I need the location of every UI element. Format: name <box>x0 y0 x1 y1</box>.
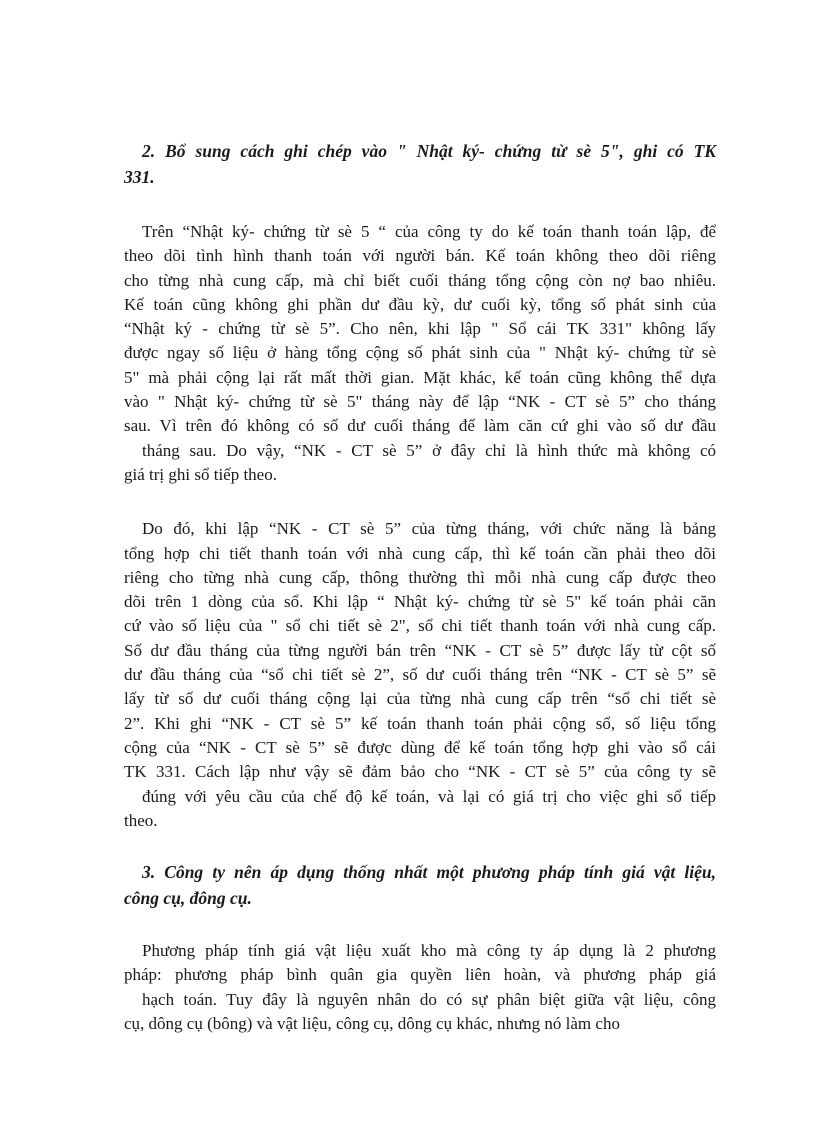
document-body <box>124 138 716 1036</box>
text-line: vào " Nhật ký- chứng từ sè 5" tháng này để lập “NK - CT sè 5” cho tháng <box>124 392 716 412</box>
text-line: tổng hợp chi tiết thanh toán với nhà cung cấp, thì kế toán cần phải theo dõi <box>124 543 716 563</box>
text-line: Do đó, khi lập “NK - CT sè 5” của từng tháng, với chức năng là bảng <box>142 519 716 539</box>
text-line: Kế toán cũng không ghi phần dư đầu kỳ, dư cuối kỳ, tổng số phát sinh của <box>124 294 716 314</box>
text-line: Trên “Nhật ký- chứng từ sè 5 “ của công ty do kế toán thanh toán lập, để <box>142 222 716 241</box>
heading-line: 3. Công ty nên áp dụng thống nhất một phương pháp tính giá vật liệu, <box>142 862 716 883</box>
text-line: hạch toán. Tuy đây là nguyên nhân do có sự phân biệt giữa vật liệu, công <box>142 989 716 1009</box>
text-line: 2”. Khi ghi “NK - CT sè 5” kế toán thanh toán phải cộng sổ, số liệu tổng <box>124 713 716 733</box>
text-line: cứ vào số liệu của " sổ chi tiết sè 2", sổ chi tiết thanh toán với nhà cung cấp. <box>124 616 716 636</box>
heading-line: 2. Bổ sung cách ghi chép vào " Nhật ký- chứng từ sè 5", ghi có TK <box>142 141 716 161</box>
text-line: “Nhật ký - chứng từ sè 5”. Cho nên, khi lập " Sổ cái TK 331" không lấy <box>124 319 716 339</box>
text-line: tháng sau. Do vậy, “NK - CT sè 5” ở đây chỉ là hình thức mà không có <box>142 440 716 460</box>
section-2-heading <box>124 138 716 190</box>
text-line: giá trị ghi sổ tiếp theo. <box>124 464 277 484</box>
text-line: lấy từ số dư cuối tháng cộng lại của từng nhà cung cấp trên “sổ chi tiết sè <box>124 689 716 709</box>
text-line: pháp: phương pháp bình quân gia quyền liên hoàn, và phương pháp giá <box>124 965 716 985</box>
text-line: cộng của “NK - CT sè 5” sẽ được dùng để kế toán tổng hợp ghi vào sổ cái <box>124 737 716 757</box>
text-line: riêng cho từng nhà cung cấp, thông thường thì mỗi nhà cung cấp được theo <box>124 567 716 587</box>
section-2-paragraph-1 <box>124 220 716 487</box>
text-line: dư đầu tháng của “sổ chi tiết sè 2”, số dư cuối tháng trên “NK - CT sè 5” sẽ <box>124 665 716 685</box>
text-line: cụ, dông cụ (bông) và vật liệu, công cụ, dông cụ khác, nhưng nó làm cho <box>124 1014 620 1034</box>
heading-line: 331. <box>124 167 155 187</box>
text-line: được ngay số liệu ở hàng tổng cộng số phát sinh của " Nhật ký- chứng từ sè <box>124 343 716 363</box>
text-line: theo dõi tình hình thanh toán với người bán. Kế toán không theo dõi riêng <box>124 246 716 266</box>
text-line: đúng với yêu cầu của chế độ kế toán, và lại có giá trị cho việc ghi sổ tiếp <box>142 786 716 806</box>
text-line: 5" mà phải cộng lại rất mất thời gian. Mặt khác, kế toán cũng không thể dựa <box>124 367 716 387</box>
text-line: Phương pháp tính giá vật liệu xuất kho mà công ty áp dụng là 2 phương <box>142 941 716 961</box>
section-3-paragraph-1 <box>124 939 716 1036</box>
text-line: sau. Vì trên đó không có số dư cuối tháng để làm căn cứ ghi vào số dư đầu <box>124 416 716 436</box>
heading-line: công cụ, đông cụ. <box>124 888 252 909</box>
text-line: TK 331. Cách lập như vậy sẽ đảm bảo cho “NK - CT sè 5” của công ty sẽ <box>124 762 716 782</box>
section-3-heading <box>124 859 716 911</box>
section-2-paragraph-2 <box>124 517 716 833</box>
text-line: Số dư đầu tháng của từng người bán trên “NK - CT sè 5” được lấy từ cột số <box>124 640 716 660</box>
text-line: dõi trên 1 dòng của sổ. Khi lập “ Nhật ký- chứng từ sè 5" kế toán phải căn <box>124 592 716 612</box>
text-line: theo. <box>124 810 158 830</box>
text-line: cho từng nhà cung cấp, mà chỉ biết cuối tháng tổng cộng còn nợ bao nhiêu. <box>124 270 716 290</box>
